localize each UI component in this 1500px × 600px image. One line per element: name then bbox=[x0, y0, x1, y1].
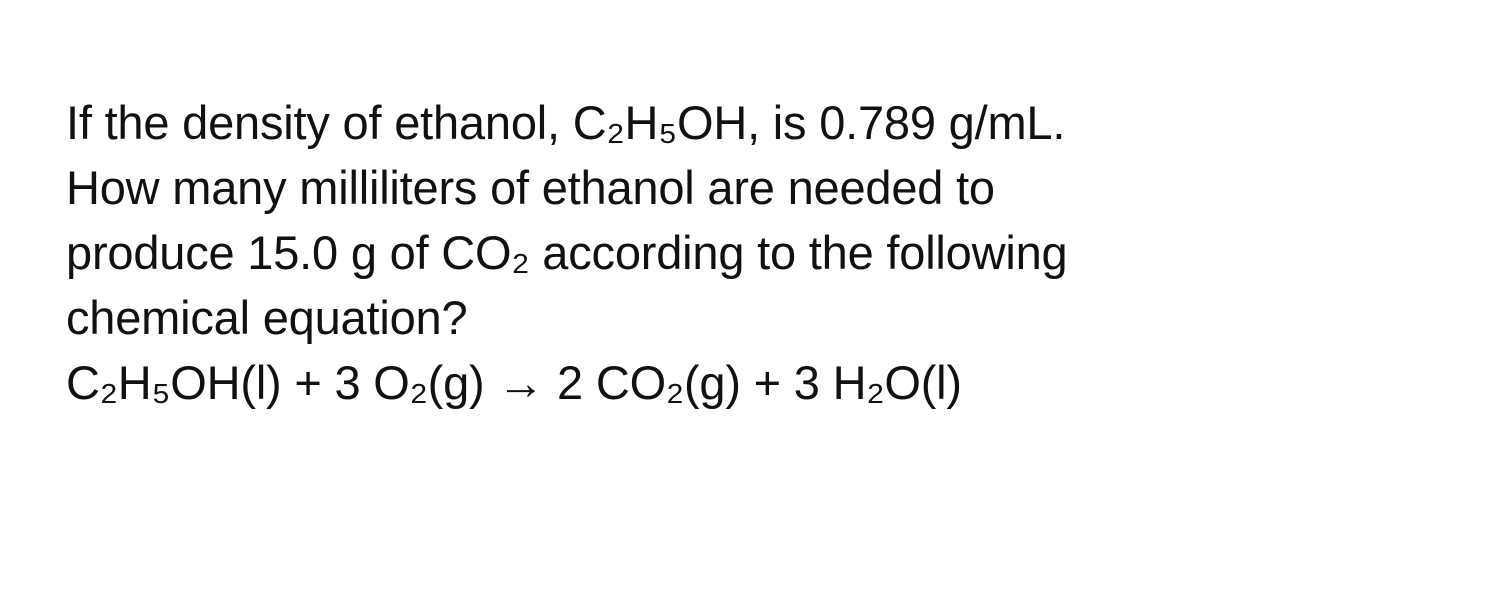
question-line-4: chemical equation? bbox=[66, 291, 468, 344]
question-line-3: produce 15.0 g of CO₂ according to the following bbox=[66, 226, 1068, 279]
chemical-equation: C₂H₅OH(l) + 3 O₂(g) → 2 CO₂(g) + 3 H₂O(l) bbox=[66, 356, 962, 409]
question-text bbox=[66, 90, 1466, 415]
question-line-2: How many milliliters of ethanol are needed to bbox=[66, 161, 995, 214]
question-line-1: If the density of ethanol, C₂H₅OH, is 0.789 g/mL. bbox=[66, 96, 1066, 149]
